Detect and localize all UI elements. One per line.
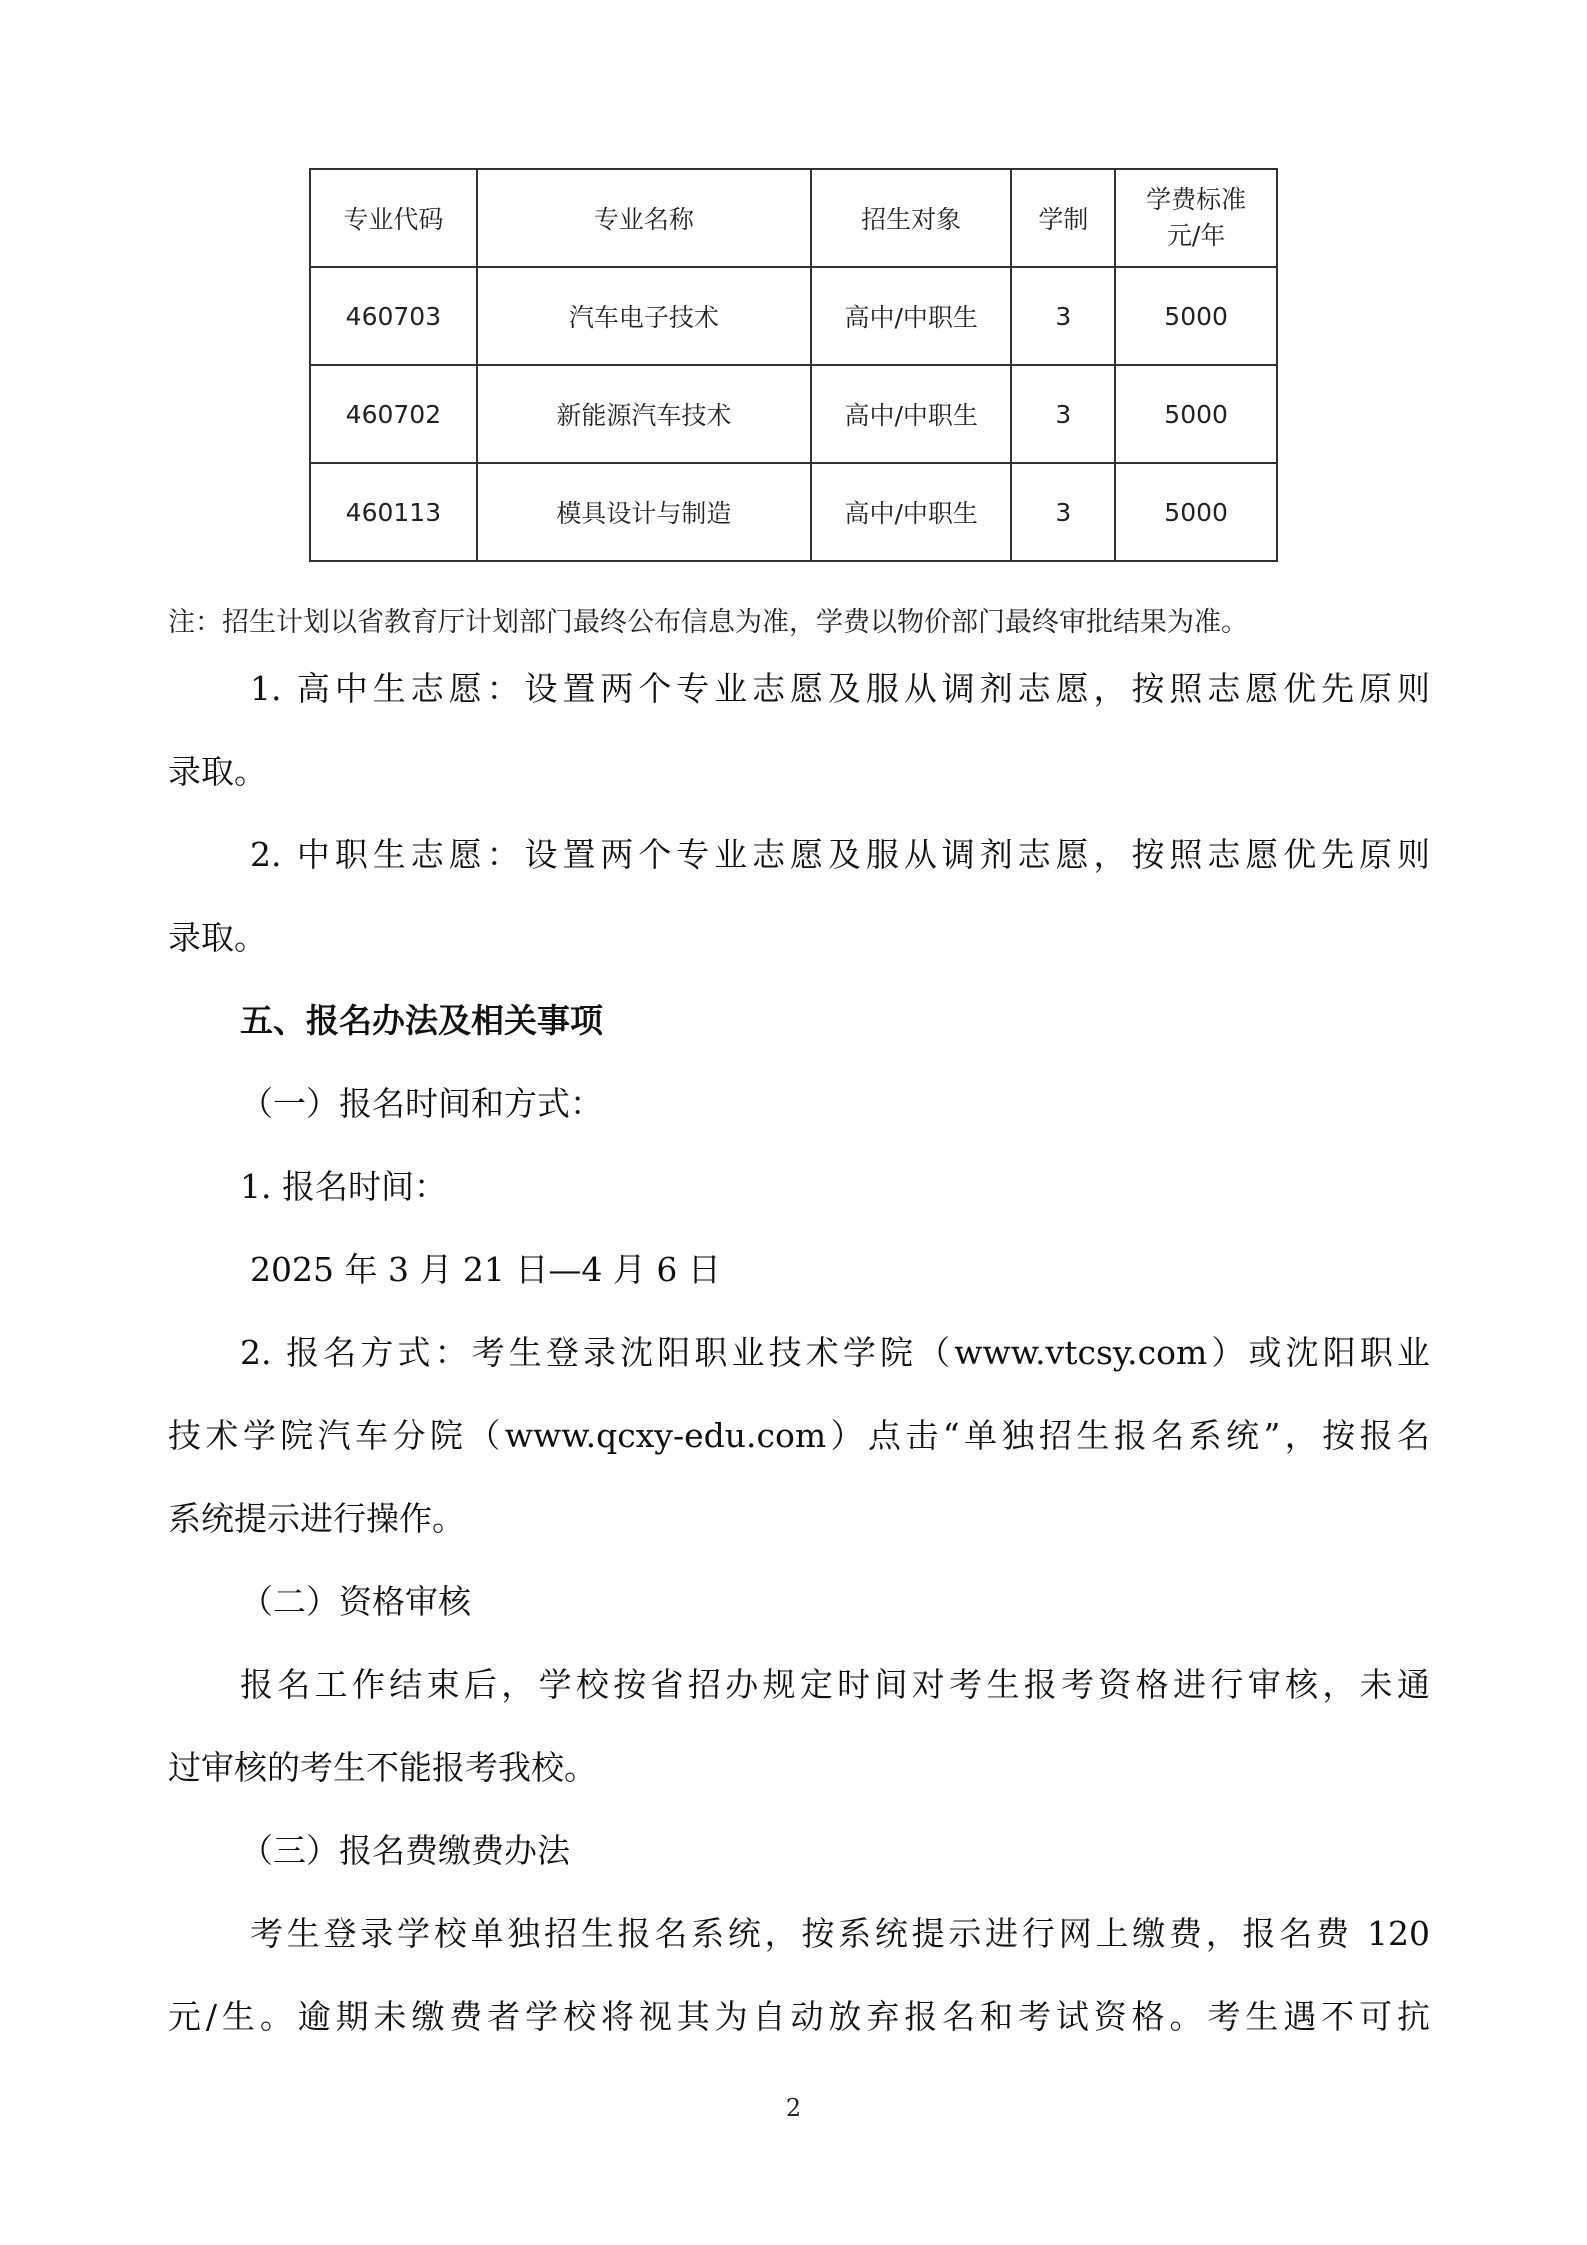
item1-heading: 1. 报名时间： [240,1167,447,1206]
header-fee-line1: 学费标准 [1146,185,1247,214]
cell-fee: 5000 [1115,267,1277,365]
cell-code: 460703 [310,267,477,365]
cell-name: 模具设计与制造 [477,463,811,561]
paragraph-high-school-line1: 1. 高中生志愿：设置两个专业志愿及服从调剂志愿，按照志愿优先原则 [250,669,1430,708]
registration-method-line2: 技术学院汽车分院（www.qcxy-edu.com）点击“单独招生报名系统”，按报名 [168,1416,1430,1455]
cell-duration: 3 [1011,463,1115,561]
header-duration: 学制 [1011,169,1115,267]
cell-target: 高中/中职生 [811,365,1012,463]
qualification-review-line2: 过审核的考生不能报考我校。 [168,1748,597,1787]
section5-heading: 五、报名办法及相关事项 [240,1001,603,1040]
table-row [310,463,1277,561]
subsection3-heading: （三）报名费缴费办法 [240,1831,570,1870]
cell-name: 新能源汽车技术 [477,365,811,463]
fee-payment-line1: 考生登录学校单独招生报名系统，按系统提示进行网上缴费，报名费 120 [250,1914,1430,1953]
registration-method-line3: 系统提示进行操作。 [168,1499,465,1538]
paragraph-vocational-line1: 2. 中职生志愿：设置两个专业志愿及服从调剂志愿，按照志愿优先原则 [250,835,1430,874]
subsection2-heading: （二）资格审核 [240,1582,471,1621]
table-note: 注：招生计划以省教育厅计划部门最终公布信息为准，学费以物价部门最终审批结果为准。 [168,607,1248,638]
paragraph-high-school-line2: 录取。 [168,752,267,791]
cell-duration: 3 [1011,267,1115,365]
table-row [310,365,1277,463]
header-name: 专业名称 [477,169,811,267]
cell-target: 高中/中职生 [811,463,1012,561]
header-target: 招生对象 [811,169,1012,267]
qualification-review-line1: 报名工作结束后，学校按省招办规定时间对考生报考资格进行审核，未通 [240,1665,1430,1704]
subsection1-heading: （一）报名时间和方式： [240,1084,603,1123]
cell-code: 460113 [310,463,477,561]
header-fee [1115,169,1277,267]
table-row [310,267,1277,365]
registration-method-line1: 2. 报名方式：考生登录沈阳职业技术学院（www.vtcsy.com）或沈阳职业 [240,1333,1430,1372]
paragraph-vocational-line2: 录取。 [168,918,267,957]
cell-fee: 5000 [1115,463,1277,561]
table-header-row [310,169,1277,267]
page-number: 2 [785,2094,802,2122]
fee-payment-line2: 元/生。逾期未缴费者学校将视其为自动放弃报名和考试资格。考生遇不可抗 [168,1997,1430,2036]
cell-code: 460702 [310,365,477,463]
registration-dates: 2025 年 3 月 21 日—4 月 6 日 [250,1250,721,1289]
cell-fee: 5000 [1115,365,1277,463]
cell-name: 汽车电子技术 [477,267,811,365]
majors-table [309,168,1278,562]
cell-duration: 3 [1011,365,1115,463]
header-fee-line2: 元/年 [1166,221,1226,250]
cell-target: 高中/中职生 [811,267,1012,365]
header-code: 专业代码 [310,169,477,267]
